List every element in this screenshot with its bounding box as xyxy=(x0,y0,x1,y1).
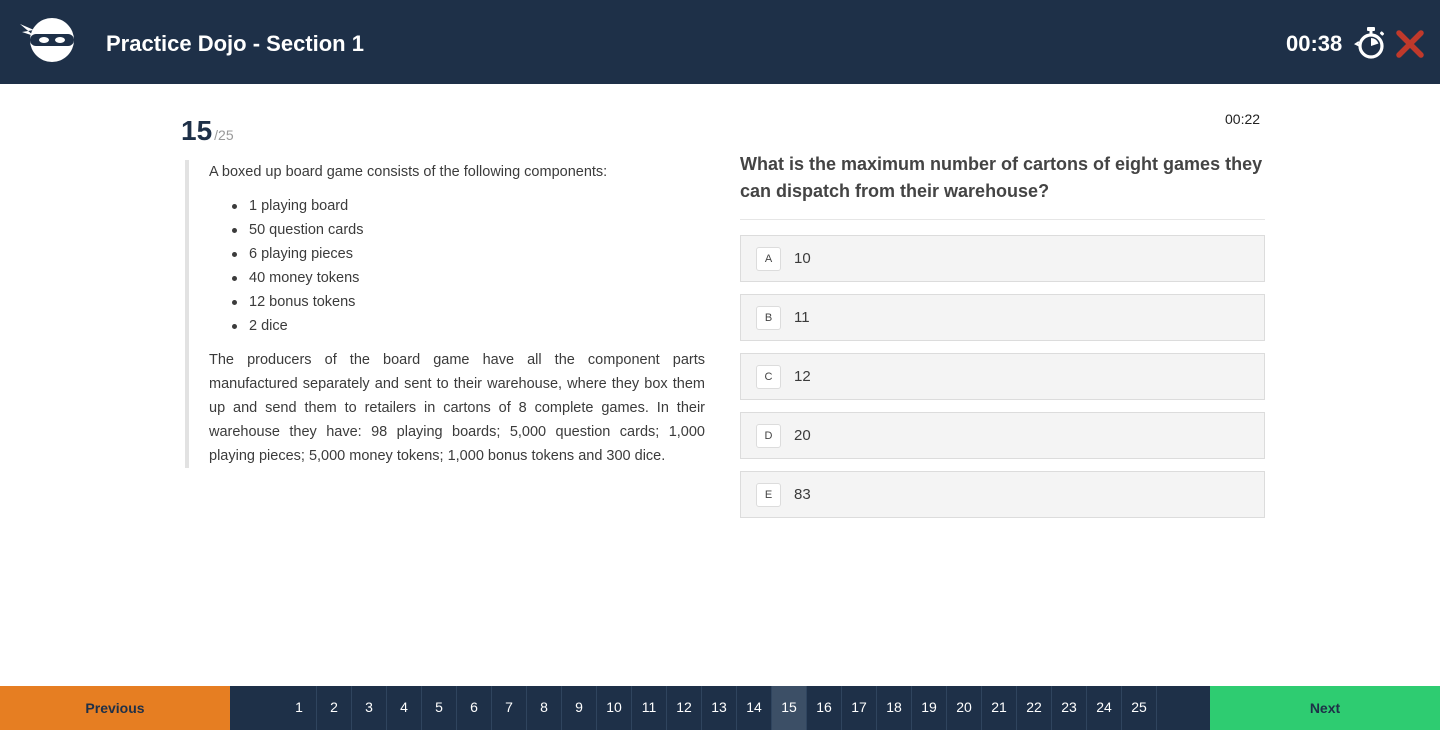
page-button[interactable]: 17 xyxy=(842,686,877,730)
answer-option-c[interactable] xyxy=(740,353,1265,400)
page-button[interactable]: 8 xyxy=(527,686,562,730)
next-button[interactable]: Next xyxy=(1210,686,1440,730)
page-button[interactable]: 13 xyxy=(702,686,737,730)
answer-option-a[interactable] xyxy=(740,235,1265,282)
page-button[interactable]: 18 xyxy=(877,686,912,730)
page-button[interactable]: 10 xyxy=(597,686,632,730)
page-button[interactable]: 5 xyxy=(422,686,457,730)
question-number-current: 15 xyxy=(181,115,213,146)
passage-intro: A boxed up board game consists of the following components: xyxy=(209,164,608,180)
header-bar xyxy=(0,0,1440,84)
option-letter: D xyxy=(756,424,781,448)
section-timer: 00:38 xyxy=(1286,31,1343,56)
page-button[interactable]: 1 xyxy=(282,686,317,730)
option-value: 83 xyxy=(794,486,811,503)
option-letter: B xyxy=(756,306,781,330)
page-button[interactable]: 7 xyxy=(492,686,527,730)
list-item-text: 2 dice xyxy=(249,318,288,334)
list-item xyxy=(209,218,705,242)
option-value: 20 xyxy=(794,427,811,444)
option-value: 12 xyxy=(794,368,811,385)
option-letter: A xyxy=(756,247,781,271)
page-button[interactable]: 22 xyxy=(1017,686,1052,730)
page-button[interactable]: 9 xyxy=(562,686,597,730)
list-item xyxy=(209,290,705,314)
passage xyxy=(185,160,705,468)
ninja-head-icon xyxy=(16,16,78,66)
page-button[interactable]: 2 xyxy=(317,686,352,730)
page-button[interactable]: 14 xyxy=(737,686,772,730)
page-button[interactable]: 20 xyxy=(947,686,982,730)
list-item xyxy=(209,194,705,218)
footer-nav xyxy=(0,686,1440,730)
page-button[interactable]: 24 xyxy=(1087,686,1122,730)
page-button[interactable]: 11 xyxy=(632,686,667,730)
list-item-text: 1 playing board xyxy=(249,198,349,214)
list-item xyxy=(209,242,705,266)
page-title: Practice Dojo - Section 1 xyxy=(106,31,364,56)
question-number-total: /25 xyxy=(214,127,234,143)
list-item-text: 40 money tokens xyxy=(249,270,360,286)
option-letter: C xyxy=(756,365,781,389)
passage-body: The producers of the board game have all the component parts manufactured separately and sent to their warehouse, where they box them up and send them to retailers in cartons of 8 complete games. In their warehouse they have: 98 playing boards; 5,000 question cards; 1,000 playing pieces; 5,000 money tokens; 1,000 bonus tokens and 300 dice. xyxy=(209,352,705,464)
list-item-text: 6 playing pieces xyxy=(249,246,353,262)
answer-option-e[interactable] xyxy=(740,471,1265,518)
answer-option-b[interactable] xyxy=(740,294,1265,341)
close-icon[interactable] xyxy=(1394,28,1426,60)
option-value: 11 xyxy=(794,309,810,326)
option-letter: E xyxy=(756,483,781,507)
page-button[interactable]: 4 xyxy=(387,686,422,730)
list-item-text: 12 bonus tokens xyxy=(249,294,356,310)
page-button[interactable]: 23 xyxy=(1052,686,1087,730)
page-button[interactable]: 12 xyxy=(667,686,702,730)
page-button[interactable]: 6 xyxy=(457,686,492,730)
page-button[interactable]: 19 xyxy=(912,686,947,730)
list-item xyxy=(209,266,705,290)
page-button[interactable]: 21 xyxy=(982,686,1017,730)
list-item xyxy=(209,314,705,338)
answer-option-d[interactable] xyxy=(740,412,1265,459)
page-button[interactable]: 16 xyxy=(807,686,842,730)
list-item-text: 50 question cards xyxy=(249,222,364,238)
question-text: What is the maximum number of cartons of eight games they can dispatch from their warehouse? xyxy=(740,154,1263,201)
question-timer: 00:22 xyxy=(1225,111,1261,127)
page-button[interactable]: 15 xyxy=(772,686,807,730)
stopwatch-icon[interactable] xyxy=(1354,26,1388,60)
divider xyxy=(740,219,1265,220)
components-list xyxy=(209,194,705,338)
question-pagination xyxy=(282,686,1157,730)
option-value: 10 xyxy=(794,250,811,267)
page-button[interactable]: 25 xyxy=(1122,686,1157,730)
page-button[interactable]: 3 xyxy=(352,686,387,730)
question-counter xyxy=(181,113,234,154)
previous-button[interactable]: Previous xyxy=(0,686,230,730)
